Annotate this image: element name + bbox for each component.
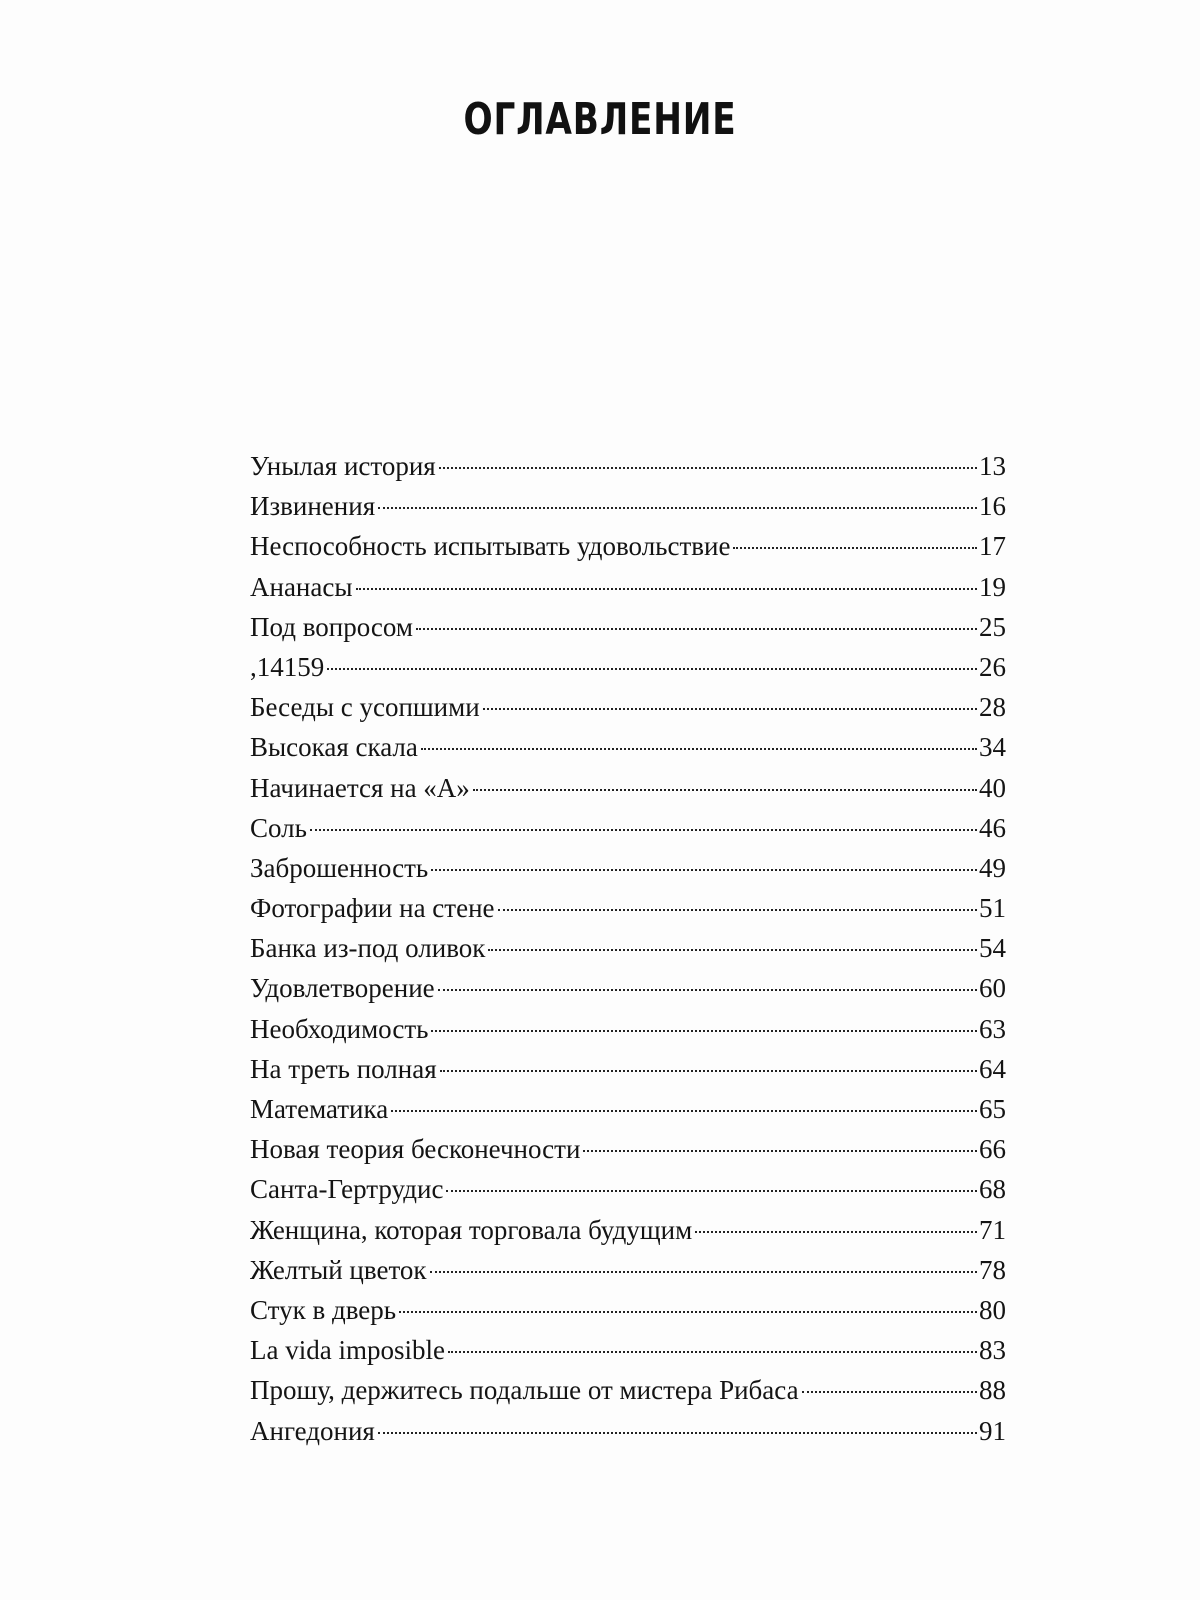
toc-entry bbox=[250, 1210, 1006, 1250]
toc-entry-page: 63 bbox=[979, 1013, 1006, 1044]
dot-leader bbox=[391, 1110, 977, 1112]
toc-entry-page: 17 bbox=[979, 531, 1006, 562]
toc-entry bbox=[250, 647, 1006, 687]
toc-entry-page: 64 bbox=[979, 1053, 1006, 1084]
dot-leader bbox=[448, 1351, 977, 1353]
dot-leader bbox=[446, 1190, 977, 1192]
toc-entry bbox=[250, 526, 1006, 566]
toc-entry-title: Удовлетворение bbox=[250, 973, 435, 1004]
dot-leader bbox=[421, 748, 977, 750]
dot-leader bbox=[440, 1070, 977, 1072]
toc-entry-title: Высокая скала bbox=[250, 732, 418, 763]
toc-entry bbox=[250, 1089, 1006, 1129]
toc-entry-title: Беседы с усопшими bbox=[250, 692, 480, 723]
toc-entry-page: 16 bbox=[979, 491, 1006, 522]
toc-entry bbox=[250, 1411, 1006, 1451]
dot-leader bbox=[416, 628, 977, 630]
toc-entry bbox=[250, 1169, 1006, 1209]
dot-leader bbox=[439, 467, 977, 469]
toc-entry-page: 25 bbox=[979, 611, 1006, 642]
dot-leader bbox=[695, 1231, 977, 1233]
toc-entry bbox=[250, 848, 1006, 888]
toc-entry-page: 91 bbox=[979, 1415, 1006, 1446]
toc-entry-page: 49 bbox=[979, 852, 1006, 883]
dot-leader bbox=[430, 1271, 977, 1273]
toc-entry bbox=[250, 808, 1006, 848]
toc-entry bbox=[250, 486, 1006, 526]
dot-leader bbox=[378, 507, 977, 509]
dot-leader bbox=[473, 789, 977, 791]
toc-entry-title: На треть полная bbox=[250, 1053, 437, 1084]
dot-leader bbox=[438, 989, 977, 991]
toc-entry-page: 34 bbox=[979, 732, 1006, 763]
toc-entry-page: 54 bbox=[979, 933, 1006, 964]
toc-entry-page: 66 bbox=[979, 1134, 1006, 1165]
toc-entry-title: Соль bbox=[250, 812, 307, 843]
toc-entry-page: 78 bbox=[979, 1254, 1006, 1285]
toc-entry-page: 80 bbox=[979, 1294, 1006, 1325]
toc-entry-page: 28 bbox=[979, 692, 1006, 723]
toc-entry-title: Фотографии на стене bbox=[250, 893, 495, 924]
toc-entry-title: Начинается на «А» bbox=[250, 772, 470, 803]
table-of-contents bbox=[250, 446, 1006, 1451]
toc-entry-title: Женщина, которая торговала будущим bbox=[250, 1214, 693, 1245]
toc-entry-title: Стук в дверь bbox=[250, 1294, 397, 1325]
toc-entry bbox=[250, 768, 1006, 808]
toc-entry bbox=[250, 968, 1006, 1008]
dot-leader bbox=[498, 909, 977, 911]
dot-leader bbox=[356, 588, 978, 590]
dot-leader bbox=[431, 1030, 977, 1032]
dot-leader bbox=[431, 869, 977, 871]
toc-entry-title: Неспособность испытывать удовольствие bbox=[250, 531, 731, 562]
toc-entry-title: Унылая история bbox=[250, 451, 436, 481]
toc-entry bbox=[250, 1370, 1006, 1410]
dot-leader bbox=[483, 708, 977, 710]
toc-entry-page: 71 bbox=[979, 1214, 1006, 1245]
toc-entry-title: Заброшенность bbox=[250, 852, 429, 883]
toc-entry-title: Извинения bbox=[250, 491, 376, 522]
toc-entry bbox=[250, 446, 1006, 486]
dot-leader bbox=[583, 1150, 977, 1152]
toc-entry-title: Новая теория бесконечности bbox=[250, 1134, 581, 1165]
toc-entry-title: Ангедония bbox=[250, 1415, 375, 1446]
toc-entry-page: 65 bbox=[979, 1094, 1006, 1124]
toc-entry bbox=[250, 607, 1006, 647]
toc-entry-page: 88 bbox=[979, 1375, 1006, 1406]
toc-entry-page: 40 bbox=[979, 772, 1006, 803]
dot-leader bbox=[802, 1391, 977, 1393]
toc-entry-title: ,14159 bbox=[250, 651, 325, 682]
toc-entry-title: Желтый цветок bbox=[250, 1254, 427, 1285]
toc-entry-title: Математика bbox=[250, 1094, 389, 1124]
page-title: ОГЛАВЛЕНИЕ bbox=[463, 94, 737, 145]
toc-entry-title: Необходимость bbox=[250, 1013, 429, 1044]
toc-entry-page: 26 bbox=[979, 651, 1006, 682]
toc-entry bbox=[250, 1250, 1006, 1290]
toc-entry bbox=[250, 1330, 1006, 1370]
dot-leader bbox=[399, 1311, 977, 1313]
toc-entry-page: 46 bbox=[979, 812, 1006, 843]
toc-entry bbox=[250, 727, 1006, 767]
toc-entry-page: 60 bbox=[979, 973, 1006, 1004]
toc-entry-page: 83 bbox=[979, 1335, 1006, 1366]
dot-leader bbox=[378, 1432, 977, 1434]
toc-entry-page: 51 bbox=[979, 893, 1006, 924]
toc-entry bbox=[250, 888, 1006, 928]
toc-entry bbox=[250, 1290, 1006, 1330]
toc-entry-title: Под вопросом bbox=[250, 611, 413, 642]
dot-leader bbox=[327, 668, 977, 670]
toc-entry bbox=[250, 1129, 1006, 1169]
toc-entry bbox=[250, 1049, 1006, 1089]
dot-leader bbox=[733, 547, 977, 549]
toc-entry-title: Банка из-под оливок bbox=[250, 933, 486, 964]
toc-entry-title: Прошу, держитесь подальше от мистера Рибаса bbox=[250, 1375, 799, 1406]
dot-leader bbox=[310, 829, 977, 831]
toc-entry-page: 19 bbox=[979, 571, 1006, 602]
toc-entry bbox=[250, 687, 1006, 727]
toc-entry-page: 13 bbox=[979, 451, 1006, 481]
toc-entry bbox=[250, 567, 1006, 607]
toc-entry bbox=[250, 928, 1006, 968]
toc-entry-title: Ананасы bbox=[250, 571, 353, 602]
dot-leader bbox=[488, 949, 977, 951]
toc-entry-page: 68 bbox=[979, 1174, 1006, 1205]
toc-entry-title: La vida imposible bbox=[250, 1335, 445, 1366]
toc-entry-title: Санта-Гертрудис bbox=[250, 1174, 444, 1205]
toc-entry bbox=[250, 1009, 1006, 1049]
